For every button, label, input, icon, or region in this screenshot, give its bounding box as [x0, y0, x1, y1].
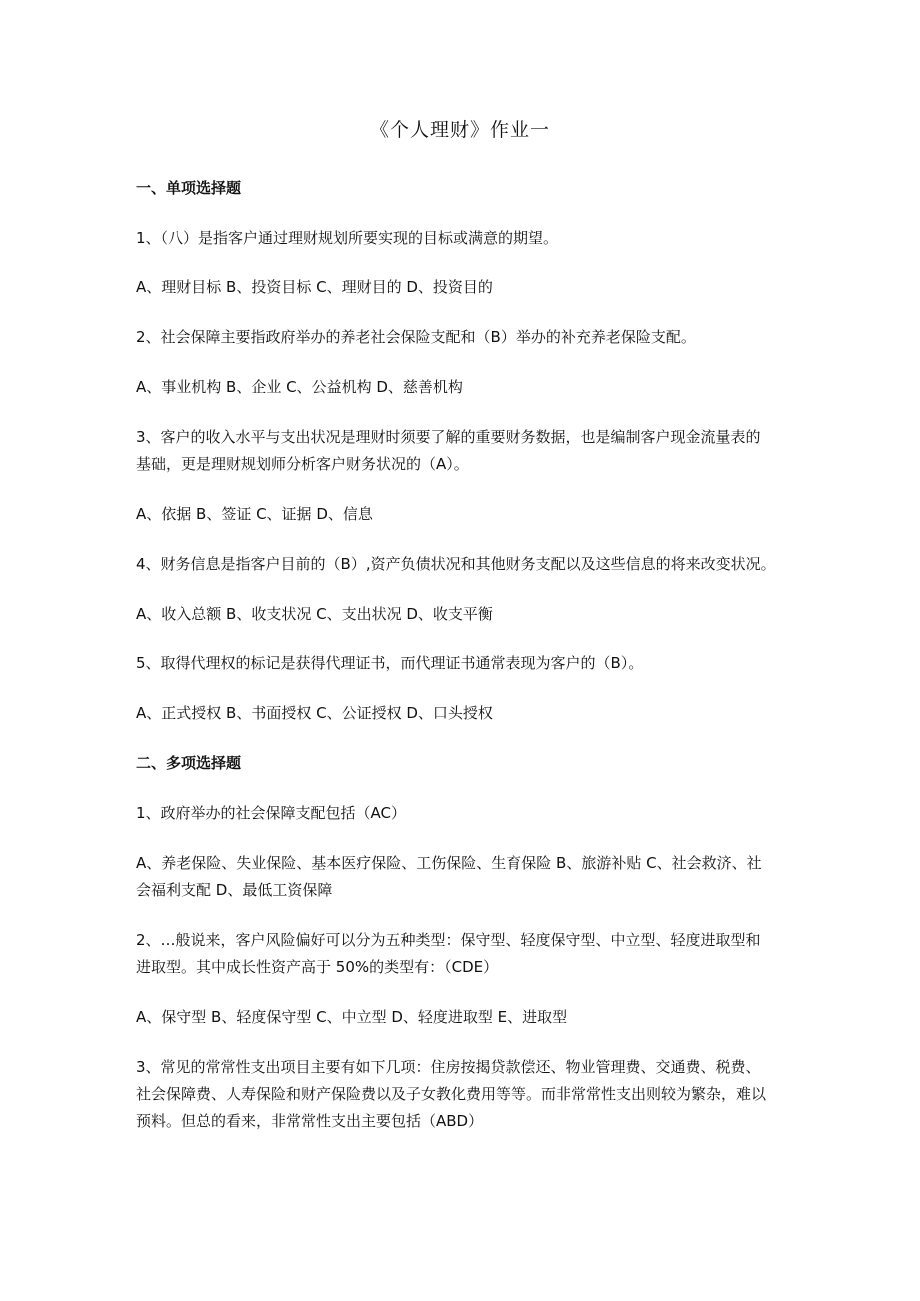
question-1-options: A、理财目标 B、投资目标 C、理财目的 D、投资目的	[136, 278, 493, 296]
mc-question-1-text: 1、政府举办的社会保障支配包括（AC）	[136, 804, 407, 822]
question-4-text: 4、财务信息是指客户目前的（B）,资产负债状况和其他财务支配以及这些信息的将来改变状况。	[136, 555, 776, 573]
mc-question-3-text-line2: 社会保障费、人寿保险和财产保险费以及子女教化费用等等。而非常常性支出则较为繁杂，难以	[136, 1085, 767, 1103]
mc-question-2-text-line2: 进取型。其中成长性资产高于 50%的类型有：（CDE）	[136, 958, 499, 976]
question-4-options: A、收入总额 B、收支状况 C、支出状况 D、收支平衡	[136, 605, 493, 623]
question-5-text: 5、取得代理权的标记是获得代理证书，而代理证书通常表现为客户的（B）。	[136, 654, 644, 672]
question-2-options: A、事业机构 B、企业 C、公益机构 D、慈善机构	[136, 378, 463, 396]
question-3-options: A、依据 B、签证 C、证据 D、信息	[136, 505, 373, 523]
mc-question-2-text-line1: 2、…般说来，客户风险偏好可以分为五种类型：保守型、轻度保守型、中立型、轻度进取型和	[136, 931, 761, 949]
section-heading-single-choice: 一、单项选择题	[136, 179, 242, 197]
mc-question-2-options: A、保守型 B、轻度保守型 C、中立型 D、轻度进取型 E、进取型	[136, 1008, 568, 1026]
question-5-options: A、正式授权 B、书面授权 C、公证授权 D、口头授权	[136, 704, 493, 722]
mc-question-3-text-line3: 预料。但总的看来，非常常性支出主要包括（ABD）	[136, 1112, 484, 1130]
document-title: 《个人理财》作业一	[369, 119, 550, 141]
question-3-text-line1: 3、客户的收入水平与支出状况是理财时须要了解的重要财务数据，也是编制客户现金流量表的	[136, 428, 761, 446]
mc-question-1-options-line1: A、养老保险、失业保险、基本医疗保险、工伤保险、生育保险 B、旅游补贴 C、社会救济、社	[136, 854, 762, 872]
mc-question-1-options-line2: 会福利支配 D、最低工资保障	[136, 881, 333, 899]
mc-question-3-text-line1: 3、常见的常常性支出项目主要有如下几项：住房按揭贷款偿还、物业管理费、交通费、税费、	[136, 1058, 761, 1076]
question-3-text-line2: 基础，更是理财规划师分析客户财务状况的（A）。	[136, 455, 469, 473]
section-heading-multiple-choice: 二、多项选择题	[136, 754, 242, 772]
question-2-text: 2、社会保障主要指政府举办的养老社会保险支配和（B）举办的补充养老保险支配。	[136, 328, 696, 346]
question-1-text: 1、（八）是指客户通过理财规划所要实现的目标或满意的期望。	[136, 229, 559, 247]
